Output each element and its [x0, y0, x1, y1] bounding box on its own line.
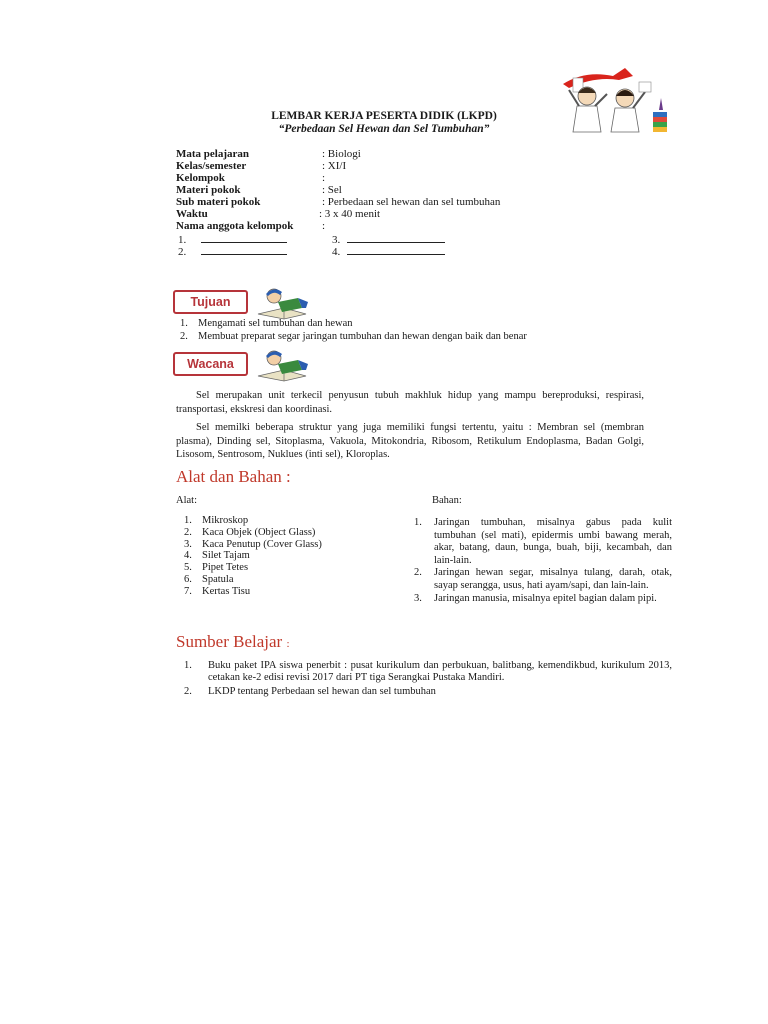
- alat-bahan-heading: Alat dan Bahan :: [176, 467, 291, 486]
- info-label: Kelas/semester: [176, 160, 247, 172]
- alat-item: 3. Kaca Penutup (Cover Glass): [184, 538, 322, 550]
- info-label: Materi pokok: [176, 184, 241, 196]
- info-value: : XI/I: [322, 160, 347, 172]
- reading-boy-icon: [254, 348, 310, 382]
- info-row-nama-anggota: [176, 220, 596, 232]
- member-number: 4.: [332, 246, 341, 258]
- bahan-item: 1. Jaringan tumbuhan, misalnya gabus pada kulit tumbuhan (sel mati), epidermis umbi bawang merah, akar, batang, daun, bunga, buah, biji, kecambah, dan lain-lain.: [414, 517, 672, 566]
- reading-boy-icon: [254, 286, 310, 320]
- sumber-item: 1. Buku paket IPA siswa penerbit : pusat kurikulum dan perbukuan, balitbang, kemendikbud, kurikulum 2013, cetakan ke-2 edisi revisi 2017 dari PT tiga Serangkai Pustaka Mandiri.: [184, 660, 672, 684]
- member-blank-2[interactable]: [178, 245, 287, 258]
- alat-item: 1. Mikroskop: [184, 515, 249, 526]
- tujuan-item: 1. Mengamati sel tumbuhan dan hewan: [180, 318, 353, 329]
- alat-list: [184, 515, 394, 598]
- alat-item: 6. Spatula: [184, 573, 234, 585]
- member-number: 3.: [332, 234, 341, 246]
- tujuan-badge: Tujuan: [173, 290, 248, 314]
- sumber-heading-colon: :: [286, 638, 290, 650]
- wacana-paragraph-2: Sel memilki beberapa struktur yang juga memiliki fungsi tertentu, yaitu : Membran sel (membran plasma), Dinding sel, Sitoplasma, Vakuola, Mitokondria, Ribosom, Retikulum Endoplasma, Badan Golgi, Lisosom, Sentrosom, Nuklues (inti sel), Kloroplas.: [176, 422, 644, 460]
- alat-item: 5. Pipet Tetes: [184, 562, 249, 574]
- info-value: : Biologi: [322, 148, 361, 160]
- tujuan-list: [180, 317, 630, 343]
- info-row-waktu: [176, 208, 596, 220]
- info-label: Mata pelajaran: [176, 148, 250, 160]
- info-label: Nama anggota kelompok: [176, 220, 294, 232]
- info-row-materi-pokok: [176, 184, 596, 196]
- fill-in-line: [201, 245, 287, 255]
- wacana-paragraph-1: Sel merupakan unit terkecil penyusun tubuh makhluk hidup yang mampu bereproduksi, respirasi, transportasi, ekskresi dan koordinasi.: [176, 390, 644, 415]
- info-label: Sub materi pokok: [176, 196, 261, 208]
- info-row-sub-materi-pokok: [176, 196, 596, 208]
- bahan-list: [414, 517, 672, 605]
- info-label: Waktu: [176, 208, 208, 220]
- info-row-mata-pelajaran: [176, 148, 596, 160]
- fill-in-line: [347, 245, 445, 255]
- alat-item: 4. Silet Tajam: [184, 550, 250, 562]
- document-subtitle: “Perbedaan Sel Hewan dan Sel Tumbuhan”: [278, 123, 490, 135]
- sumber-item: 2. LKDP tentang Perbedaan sel hewan dan sel tumbuhan: [184, 686, 436, 698]
- info-value: : Sel: [322, 184, 342, 196]
- alat-label: Alat:: [176, 495, 197, 506]
- tujuan-item: 2. Membuat preparat segar jaringan tumbuhan dan hewan dengan baik dan benar: [180, 330, 527, 342]
- fill-in-line: [201, 233, 287, 243]
- sumber-heading-text: Sumber Belajar: [176, 632, 283, 651]
- bahan-label: Bahan:: [432, 495, 462, 506]
- info-row-kelas-semester: [176, 160, 596, 172]
- member-number: 1.: [178, 234, 187, 246]
- document-title: LEMBAR KERJA PESERTA DIDIK (LKPD): [271, 110, 497, 122]
- info-row-kelompok: [176, 172, 596, 184]
- info-value: : Perbedaan sel hewan dan sel tumbuhan: [322, 196, 501, 208]
- sumber-list: [184, 660, 672, 699]
- alat-item: 2. Kaca Objek (Object Glass): [184, 526, 316, 538]
- member-number: 2.: [178, 246, 187, 258]
- bahan-item: 2. Jaringan hewan segar, misalnya tulang, darah, otak, sayap serangga, usus, hati ayam/sapi, dan lain-lain.: [414, 567, 672, 591]
- info-value: : 3 x 40 menit: [319, 208, 381, 220]
- bahan-item: 3. Jaringan manusia, misalnya epitel bagian dalam pipi.: [414, 592, 657, 604]
- info-value: :: [322, 220, 326, 232]
- info-label: Kelompok: [176, 172, 225, 184]
- alat-item: 7. Kertas Tisu: [184, 585, 251, 597]
- sumber-heading: [176, 632, 290, 652]
- info-value: :: [322, 172, 326, 184]
- fill-in-line: [347, 233, 445, 243]
- wacana-badge: Wacana: [173, 352, 248, 376]
- member-blank-4[interactable]: [332, 245, 445, 258]
